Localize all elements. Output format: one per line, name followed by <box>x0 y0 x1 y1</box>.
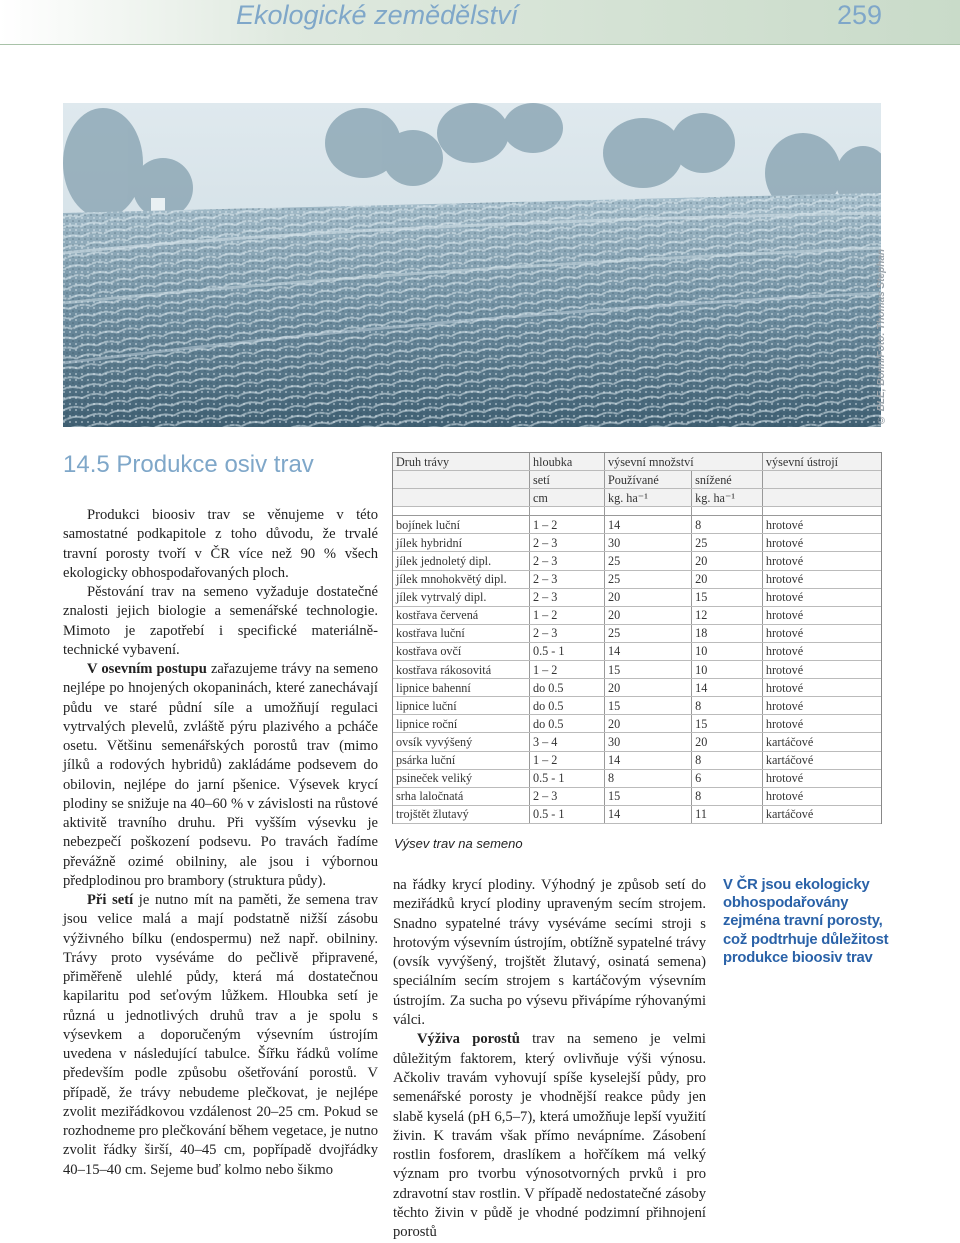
table-row <box>393 697 881 715</box>
table-cell-hloubka: 0.5 - 1 <box>530 769 605 787</box>
table-row <box>393 733 881 751</box>
table-cell-ustroji: hrotové <box>762 679 881 697</box>
table-cell-druh: srha laločnatá <box>393 787 530 805</box>
section-heading: 14.5 Produkce osiv trav <box>63 451 314 478</box>
table-cell-druh: kostřava ovčí <box>393 642 530 660</box>
table-cell-hloubka: 2 – 3 <box>530 624 605 642</box>
table-cell-hloubka: 1 – 2 <box>530 606 605 624</box>
table-row <box>393 588 881 606</box>
field-photo <box>63 103 881 427</box>
table-cell-ustroji: hrotové <box>762 787 881 805</box>
table-cell-snizene: 8 <box>692 751 763 769</box>
table-cell-hloubka: 1 – 2 <box>530 516 605 534</box>
table-header-row <box>393 471 881 489</box>
table-cell-hloubka: do 0.5 <box>530 697 605 715</box>
paragraph-lead: Při setí <box>87 892 134 908</box>
table-cell-druh: kostřava červená <box>393 606 530 624</box>
table-cell-hloubka: 2 – 3 <box>530 588 605 606</box>
header-cell: kg. ha⁻¹ <box>605 489 692 507</box>
table-cell-hloubka: 2 – 3 <box>530 570 605 588</box>
table-cell-druh: ovsík vyvýšený <box>393 733 530 751</box>
table-row <box>393 679 881 697</box>
table-cell-ustroji: hrotové <box>762 697 881 715</box>
table-cell-druh: lipnice bahenní <box>393 679 530 697</box>
paragraph: Pěstování trav na semeno vyžaduje dostatečné znalosti jejich biologie a semenářské technologie. Mimoto je zapotřebí i specifické materiálně-technické vybavení. <box>63 584 378 658</box>
table-cell-snizene: 25 <box>692 534 763 552</box>
table-cell-druh: psárka luční <box>393 751 530 769</box>
table-cell-snizene: 8 <box>692 516 763 534</box>
sidebar-highlight-note: V ČR jsou ekologicky obhospodařovány zejména travní porosty, což podtrhuje důležitost produkce bioosiv trav <box>723 877 889 966</box>
table-cell-snizene: 20 <box>692 570 763 588</box>
table-row <box>393 805 881 823</box>
table-cell-druh: jílek hybridní <box>393 534 530 552</box>
table-row <box>393 787 881 805</box>
paragraph: na řádky krycí plodiny. Výhodný je způsob setí do meziřádků krycí plodiny upraveným secím strojem. Snadno sypatelné trávy vyséváme secími stroji s hrotovým výsevním ústrojím, obtížně sypatelné trávy (ovsík vyvýšený, trojštět žlutavý, osinatá semena) speciálním secím strojem s kartáčovým výsevním ústrojím. Za sucha po výsevu přivápíme rýhovanými válci. <box>393 877 706 1029</box>
table-cell-pouzivane: 20 <box>605 679 692 697</box>
table-cell-snizene: 8 <box>692 697 763 715</box>
header-cell: Používané <box>605 471 692 489</box>
table-cell-hloubka: 3 – 4 <box>530 733 605 751</box>
table-cell-snizene: 15 <box>692 715 763 733</box>
page-number: 259 <box>836 0 882 30</box>
table-cell-pouzivane: 15 <box>605 787 692 805</box>
table-cell-ustroji: hrotové <box>762 606 881 624</box>
table-cell-pouzivane: 30 <box>605 534 692 552</box>
table-cell-pouzivane: 20 <box>605 715 692 733</box>
table-row <box>393 552 881 570</box>
table-cell-ustroji: hrotové <box>762 534 881 552</box>
table-cell-druh: psineček veliký <box>393 769 530 787</box>
table-cell-druh: jílek vytrvalý dipl. <box>393 588 530 606</box>
table-cell-ustroji: kartáčové <box>762 733 881 751</box>
header-cell: výsevní ústrojí <box>762 453 881 471</box>
table-cell-snizene: 10 <box>692 642 763 660</box>
photo-credit: © BLE, Bonn/Foto: Thomas Stephan <box>876 249 887 425</box>
table-cell-ustroji: kartáčové <box>762 751 881 769</box>
table-cell-ustroji: hrotové <box>762 769 881 787</box>
table-cell-snizene: 18 <box>692 624 763 642</box>
table-row <box>393 606 881 624</box>
paragraph <box>63 660 378 891</box>
table-cell-hloubka: 2 – 3 <box>530 787 605 805</box>
table-cell-pouzivane: 14 <box>605 805 692 823</box>
paragraph-body: je nutno mít na paměti, že semena trav jsou velice malá a mají podstatně nižší zásobu výživného bílku (endospermu) než např. obilniny. Trávy proto vyséváme do pečlivě připravené, přiměřeně ulehlé půdy, která má dostatečnou kapilaritu pod seťovým lůžkem. Hloubka setí je různá u jednotlivých druhů trav a je spolu s výsevkem a doporučeným výsevním ústrojím uvedena v následující tabulce. Šířku řádků volíme především podle způsobu ošetřování porostů. V případě, že trávy nebudeme plečkovat, je nejlépe zvolit meziřádkovou vzdálenost 20–25 cm. Pokud se rozhodneme pro plečkování během vegetace, je nutno zvolit řádky širší, 40–45 cm, popřípadě dvojřádky 40–15–40 cm. Sejeme buď kolmo nebo šikmo <box>63 892 378 1178</box>
header-cell: Druh trávy <box>393 453 530 471</box>
table-cell-ustroji: hrotové <box>762 516 881 534</box>
paragraph-body: trav na semeno je velmi důležitým faktorem, který ovlivňuje výši výnosu. Ačkoliv travám vyhovují spíše kyselejší půdy, pro semenářské porosty je vhodnější reakce půdy jen slabě kyselá (pH 6,5–7), která umožňuje lepší využití živin. K travám však přímo nevápníme. Zásobení rostlin fosforem, draslíkem a hořčíkem má velký význam pro tvorbu výnosotvorných prvků i pro zdravotní stav rostlin. V případě nedostatečné zásoby těchto živin v půdě je vhodné podzimní přihnojení porostů <box>393 1031 706 1241</box>
table-cell-pouzivane: 15 <box>605 661 692 679</box>
table-cell-pouzivane: 14 <box>605 642 692 660</box>
table-header-row <box>393 489 881 507</box>
table-cell-hloubka: 0.5 - 1 <box>530 642 605 660</box>
seed-table <box>393 453 881 824</box>
header-cell <box>762 471 881 489</box>
table-cell-pouzivane: 30 <box>605 733 692 751</box>
table-cell-pouzivane: 25 <box>605 624 692 642</box>
table-cell-ustroji: hrotové <box>762 661 881 679</box>
table-row <box>393 642 881 660</box>
table-cell-ustroji: hrotové <box>762 588 881 606</box>
table-cell-druh: kostřava luční <box>393 624 530 642</box>
table-cell-snizene: 8 <box>692 787 763 805</box>
header-cell: cm <box>530 489 605 507</box>
table-row <box>393 624 881 642</box>
table-cell-ustroji: hrotové <box>762 624 881 642</box>
paragraph-lead: Výživa porostů <box>417 1031 520 1048</box>
header-cell: kg. ha⁻¹ <box>692 489 763 507</box>
table-spacer-row <box>393 507 881 516</box>
table-row <box>393 769 881 787</box>
header-cell: výsevní množství <box>605 453 763 471</box>
paragraph <box>393 1030 706 1242</box>
table-cell-druh: jílek mnohokvětý dipl. <box>393 570 530 588</box>
table-cell-pouzivane: 25 <box>605 552 692 570</box>
header-cell: snížené <box>692 471 763 489</box>
header-bar <box>0 0 960 45</box>
table-cell-snizene: 20 <box>692 552 763 570</box>
table-row <box>393 534 881 552</box>
table-row <box>393 661 881 679</box>
table-cell-pouzivane: 14 <box>605 751 692 769</box>
table-cell-pouzivane: 20 <box>605 606 692 624</box>
table-cell-pouzivane: 25 <box>605 570 692 588</box>
table-row <box>393 715 881 733</box>
paragraph-body: zařazujeme trávy na semeno nejlépe po hnojených okopaninách, které zanechávají půdu ve staré půdní síle a umožňují regulaci vytrvalých plevelů, zvláště pýru plazivého a pcháče osetu. Většinu semenářských porostů trav (mimo jílků a rodových hybridů) zakládáme podsevem do obilovin, nejlépe do jarní pšenice. Výsevek krycí plodiny se snižuje na 40–60 % v závislosti na růstové aktivitě travního druhu. Při vyšším výsevku je nebezpečí poškození podsevu. Po travách řadíme převážně ozimé obilniny, ale jsou i výbornou předplodinou pro brambory (struktura půdy). <box>63 661 378 889</box>
table-row <box>393 751 881 769</box>
header-cell <box>393 471 530 489</box>
table-cell-pouzivane: 20 <box>605 588 692 606</box>
table-cell-pouzivane: 15 <box>605 697 692 715</box>
middle-text-column <box>393 876 706 1243</box>
table-header-row <box>393 453 881 471</box>
header-cell: hloubka <box>530 453 605 471</box>
paragraph: Produkci bioosiv trav se věnujeme v této samostatné podkapitole z toho důvodu, že trvalé travní porosty tvoří v ČR více než 90 % všech ekologicky obhospodařovaných ploch. <box>63 507 378 581</box>
table-cell-druh: trojštět žlutavý <box>393 805 530 823</box>
table-row <box>393 516 881 534</box>
header-cell: setí <box>530 471 605 489</box>
table-cell-druh: kostřava rákosovitá <box>393 661 530 679</box>
table-cell-ustroji: hrotové <box>762 552 881 570</box>
header-cell <box>762 489 881 507</box>
table-cell-hloubka: 1 – 2 <box>530 751 605 769</box>
field-photo-illustration <box>63 103 881 427</box>
seed-sowing-table <box>392 452 882 824</box>
table-cell-hloubka: 1 – 2 <box>530 661 605 679</box>
paragraph <box>63 891 378 1180</box>
table-cell-snizene: 20 <box>692 733 763 751</box>
paragraph-lead: V osevním postupu <box>87 661 207 677</box>
running-header-title: Ekologické zemědělství <box>236 0 519 30</box>
table-cell-pouzivane: 8 <box>605 769 692 787</box>
table-cell-snizene: 10 <box>692 661 763 679</box>
table-caption: Výsev trav na semeno <box>394 836 523 851</box>
table-cell-snizene: 6 <box>692 769 763 787</box>
table-cell-pouzivane: 14 <box>605 516 692 534</box>
table-cell-druh: lipnice roční <box>393 715 530 733</box>
header-cell <box>393 489 530 507</box>
table-cell-druh: bojínek luční <box>393 516 530 534</box>
table-cell-hloubka: 2 – 3 <box>530 534 605 552</box>
table-cell-hloubka: do 0.5 <box>530 679 605 697</box>
table-cell-snizene: 14 <box>692 679 763 697</box>
table-cell-snizene: 15 <box>692 588 763 606</box>
table-row <box>393 570 881 588</box>
table-cell-ustroji: kartáčové <box>762 805 881 823</box>
table-cell-druh: lipnice luční <box>393 697 530 715</box>
table-cell-ustroji: hrotové <box>762 570 881 588</box>
table-cell-hloubka: do 0.5 <box>530 715 605 733</box>
table-cell-ustroji: hrotové <box>762 715 881 733</box>
table-cell-snizene: 11 <box>692 805 763 823</box>
left-text-column <box>63 506 378 1180</box>
table-cell-hloubka: 0.5 - 1 <box>530 805 605 823</box>
table-cell-druh: jílek jednoletý dipl. <box>393 552 530 570</box>
table-cell-snizene: 12 <box>692 606 763 624</box>
table-cell-ustroji: hrotové <box>762 642 881 660</box>
table-cell-hloubka: 2 – 3 <box>530 552 605 570</box>
